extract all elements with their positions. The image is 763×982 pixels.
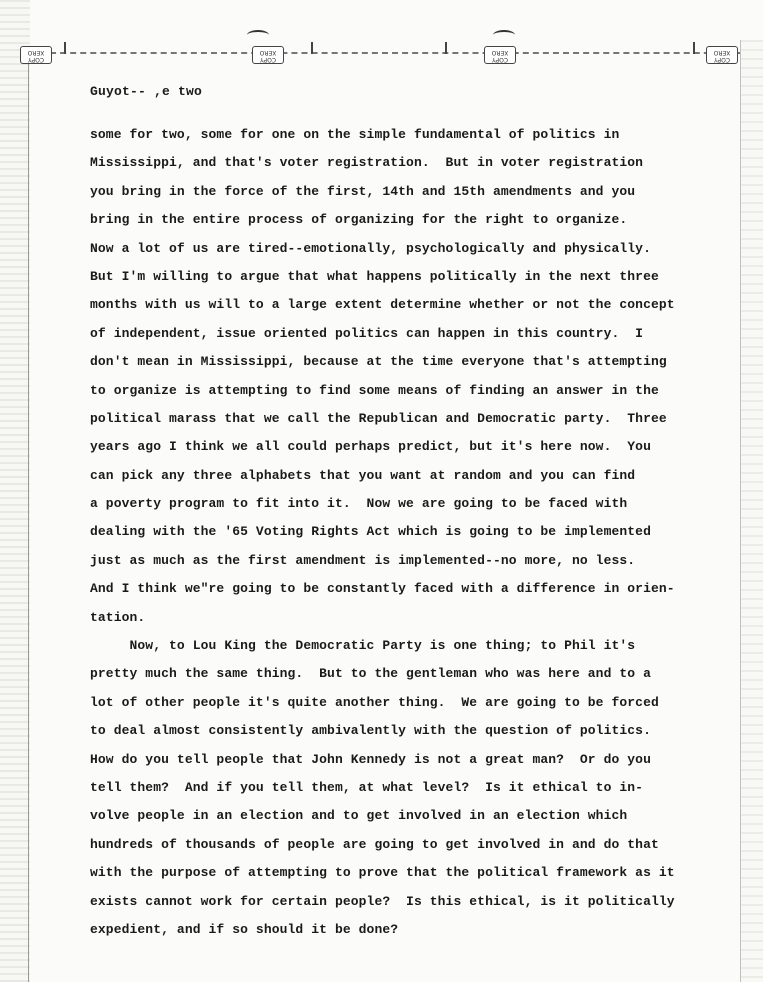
page-header: Guyot-- ,e two [90, 84, 203, 99]
xerox-copy-stamp [484, 46, 516, 64]
text-line: Mississippi, and that's voter registration. But in voter registration [90, 155, 644, 171]
stamp-label-xero: XERO [491, 49, 509, 56]
text-line: you bring in the force of the first, 14th and 15th amendments and you [90, 183, 636, 199]
text-line: don't mean in Mississippi, because at the time everyone that's attempting [90, 354, 667, 370]
transcript-body [90, 121, 730, 944]
top-arc-mark [247, 30, 269, 40]
text-line: hundreds of thousands of people are going to get involved in and do that [90, 836, 659, 852]
text-line: political marass that we call the Republican and Democratic party. Three [90, 410, 667, 426]
left-margin-line [28, 60, 29, 982]
xerox-copy-stamp [252, 46, 284, 64]
text-line: of independent, issue oriented politics can happen in this country. I [90, 325, 644, 341]
text-line: pretty much the same thing. But to the gentleman who was here and to a [90, 666, 651, 682]
text-line: lot of other people it's quite another thing. We are going to be forced [90, 694, 659, 710]
text-line: expedient, and if so should it be done? [90, 921, 399, 937]
text-line: dealing with the '65 Voting Rights Act which is going to be implemented [90, 524, 651, 540]
stamp-label-copy: COPY [27, 56, 45, 63]
text-line: volve people in an election and to get involved in an election which [90, 808, 628, 824]
text-line: to organize is attempting to find some means of finding an answer in the [90, 382, 659, 398]
text-line: How do you tell people that John Kennedy is not a great man? Or do you [90, 751, 651, 767]
xerox-copy-stamp [20, 46, 52, 64]
xerox-copy-stamp [706, 46, 738, 64]
top-tick-mark [693, 42, 695, 54]
left-binding-edge [0, 0, 30, 982]
text-line: years ago I think we all could perhaps predict, but it's here now. You [90, 439, 651, 455]
text-line: a poverty program to fit into it. Now we are going to be faced with [90, 496, 628, 512]
stamp-label-copy: COPY [491, 56, 509, 63]
top-copy-rule [40, 52, 740, 55]
text-line: But I'm willing to argue that what happens politically in the next three [90, 268, 659, 284]
text-line: just as much as the first amendment is implemented--no more, no less. [90, 552, 636, 568]
text-line: Now, to Lou King the Democratic Party is one thing; to Phil it's [90, 638, 636, 654]
top-tick-mark [445, 42, 447, 54]
stamp-label-xero: XERO [259, 49, 277, 56]
stamp-label-xero: XERO [27, 49, 45, 56]
right-binding-edge [740, 40, 763, 982]
top-tick-mark [311, 42, 313, 54]
stamp-label-copy: COPY [259, 56, 277, 63]
text-line: And I think we"re going to be constantly faced with a difference in orien- [90, 581, 675, 597]
top-arc-mark [493, 30, 515, 40]
text-line: tation. [90, 609, 146, 625]
text-line: months with us will to a large extent determine whether or not the concept [90, 297, 675, 313]
top-tick-mark [64, 42, 66, 54]
text-line: exists cannot work for certain people? Is this ethical, is it politically [90, 893, 675, 909]
text-line: can pick any three alphabets that you want at random and you can find [90, 467, 636, 483]
text-line: some for two, some for one on the simple fundamental of politics in [90, 127, 620, 142]
stamp-label-copy: COPY [713, 56, 731, 63]
text-line: tell them? And if you tell them, at what level? Is it ethical to in- [90, 779, 644, 795]
text-line: with the purpose of attempting to prove that the political framework as it [90, 865, 675, 881]
text-line: bring in the entire process of organizing for the right to organize. [90, 212, 628, 228]
text-line: Now a lot of us are tired--emotionally, psychologically and physically. [90, 240, 651, 256]
text-line: to deal almost consistently ambivalently with the question of politics. [90, 723, 651, 739]
stamp-label-xero: XERO [713, 49, 731, 56]
